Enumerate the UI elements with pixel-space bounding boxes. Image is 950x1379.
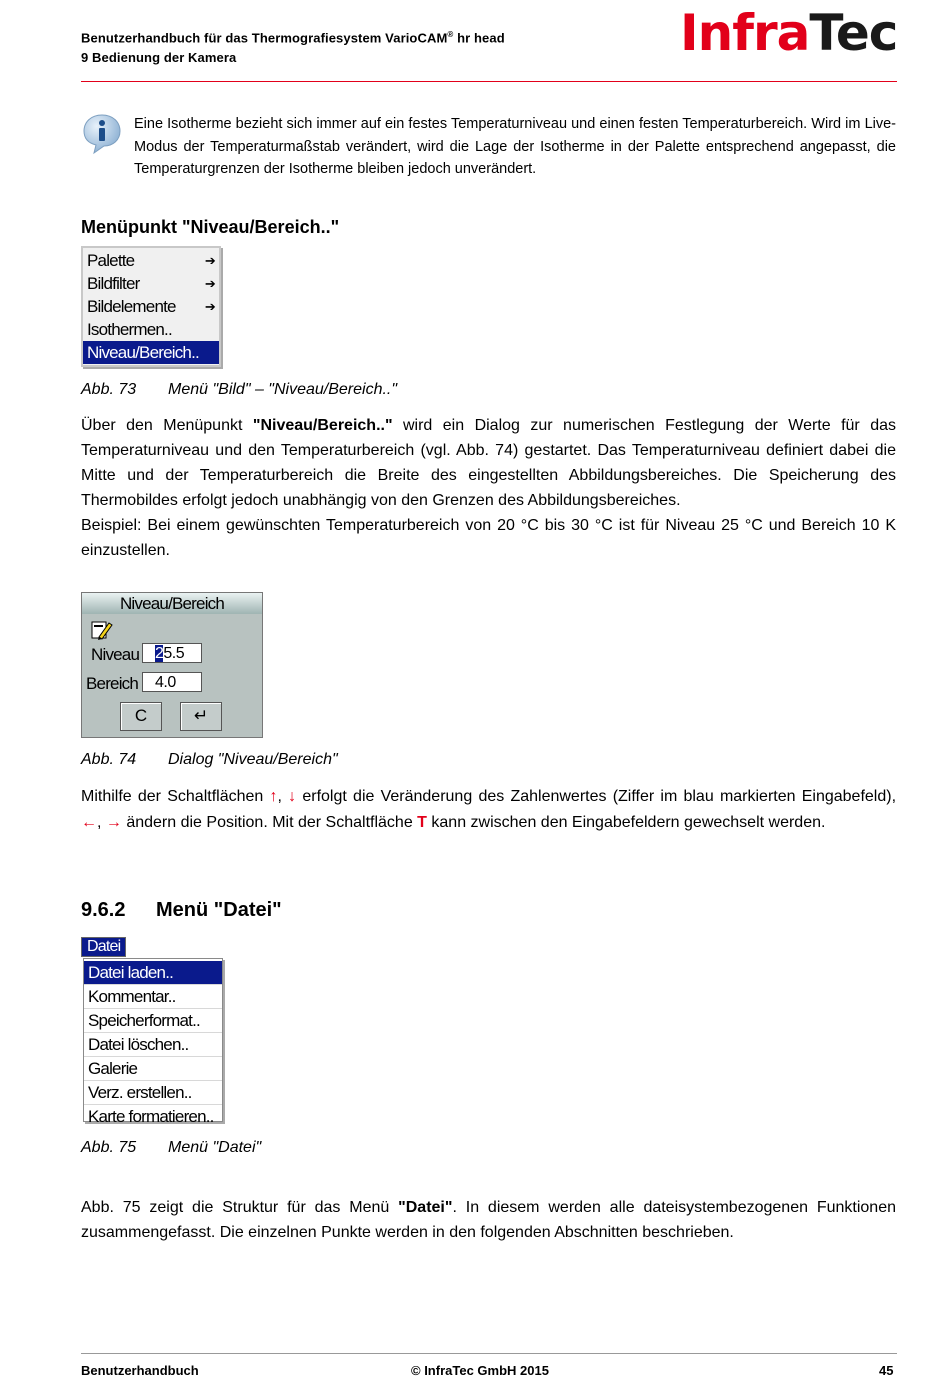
niveau-input: 25.5 (142, 643, 202, 663)
bereich-label: Bereich (86, 674, 139, 693)
submenu-arrow-icon: ➔ (204, 299, 215, 314)
menu-item-bildfilter: Bildfilter ➔ (87, 274, 215, 293)
paragraph-niveau-intro: Über den Menüpunkt "Niveau/Bereich.." wird ein Dialog zur numerischen Festlegung der Werte für das Temperaturniveau und den Temperaturbereich (vgl. Abb. 74) gestartet. Das Temperaturniveau definiert dabei die Mitte und der Temperaturbereich die Breite des eingestellten Abbildungsbereiches. Die Speicherung des Thermobildes erfolgt jedoch unabhängig von den Grenzen des Abbildungsbereiches. (81, 417, 897, 509)
datei-menu-screenshot (83, 958, 223, 1126)
cancel-button: C (120, 702, 162, 731)
arrow-down-icon: ↓ (288, 788, 297, 805)
niveau-bereich-dialog-screenshot (81, 592, 263, 738)
menu-item-niveau-bereich: Niveau/Bereich.. (83, 341, 219, 364)
infratec-logo: InfraTec (680, 4, 898, 62)
menu-item-bildelemente: Bildelemente ➔ (87, 297, 215, 316)
submenu-arrow-icon: ➔ (204, 253, 215, 268)
header-chapter: 9 Bedienung der Kamera (81, 50, 237, 65)
menu-item-datei-laden: Datei laden.. (84, 961, 222, 985)
arrow-up-icon: ↑ (269, 788, 278, 805)
paragraph-buttons: Mithilfe der Schaltflächen ↑, ↓ erfolgt die Veränderung des Zahlenwertes (Ziffer im blau markierten Eingabefeld), ←, → ändern die Position. Mit der Schaltfläche T kann zwischen den Eingabefeldern gewechselt werden. (81, 788, 897, 831)
info-icon (80, 112, 124, 156)
footer-left: Benutzerhandbuch (81, 1363, 199, 1378)
header-divider (81, 81, 897, 82)
paragraph-example: Beispiel: Bei einem gewünschten Temperaturbereich von 20 °C bis 30 °C ist für Niveau 25 °C und Bereich 10 K einzustellen. (81, 517, 896, 559)
figure-73-caption: Abb. 73 Menü "Bild" – "Niveau/Bereich.." (81, 381, 398, 398)
menu-item-karte-formatieren: Karte formatieren.. (88, 1107, 214, 1126)
header-title: Benutzerhandbuch für das Thermografiesystem VarioCAM® hr head (81, 30, 505, 46)
info-note-text: Eine Isotherme bezieht sich immer auf ein festes Temperaturniveau und einen festen Temperaturbereich. Wird im Live-Modus der Temperaturmaßstab verändert, wird die Lage der Isotherme in der Palette entsprechend angepasst, die Temperaturgrenzen der Isotherme bleiben jedoch unverändert. (134, 116, 896, 177)
bereich-input: 4.0 (142, 672, 202, 692)
menu-item-galerie: Galerie (84, 1057, 222, 1081)
menu-item-verz-erstellen: Verz. erstellen.. (84, 1081, 222, 1105)
key-t-label: T (417, 814, 427, 831)
footer-copyright: © InfraTec GmbH 2015 (411, 1363, 549, 1378)
figure-74-caption: Abb. 74 Dialog "Niveau/Bereich" (81, 751, 338, 768)
bild-menu-screenshot (81, 246, 221, 367)
submenu-arrow-icon: ➔ (204, 276, 215, 291)
arrow-right-icon: → (105, 814, 122, 831)
menu-item-datei-loeschen: Datei löschen.. (84, 1033, 222, 1057)
edit-pencil-icon (91, 619, 113, 641)
paragraph-datei: Abb. 75 zeigt die Struktur für das Menü "Datei". In diesem werden alle dateisystembezogenen Funktionen zusammengefasst. Die einzelnen Punkte werden in den folgenden Abschnitten beschrieben. (81, 1199, 897, 1241)
menu-item-kommentar: Kommentar.. (84, 985, 222, 1009)
niveau-label: Niveau (91, 645, 140, 664)
enter-button: ↵ (180, 702, 222, 731)
page-number: 45 (879, 1363, 894, 1378)
menu-item-isothermen: Isothermen.. (87, 320, 172, 339)
section-heading-datei: 9.6.2 Menü "Datei" (81, 899, 282, 921)
dialog-title: Niveau/Bereich (82, 593, 262, 614)
datei-menu-title: Datei (81, 937, 126, 957)
figure-75-caption: Abb. 75 Menü "Datei" (81, 1139, 262, 1156)
menu-item-palette: Palette ➔ (87, 251, 215, 270)
arrow-left-icon: ← (81, 814, 97, 831)
footer-divider (81, 1353, 897, 1354)
menu-item-speicherformat: Speicherformat.. (84, 1009, 222, 1033)
section-heading-niveau: Menüpunkt "Niveau/Bereich.." (81, 217, 340, 237)
